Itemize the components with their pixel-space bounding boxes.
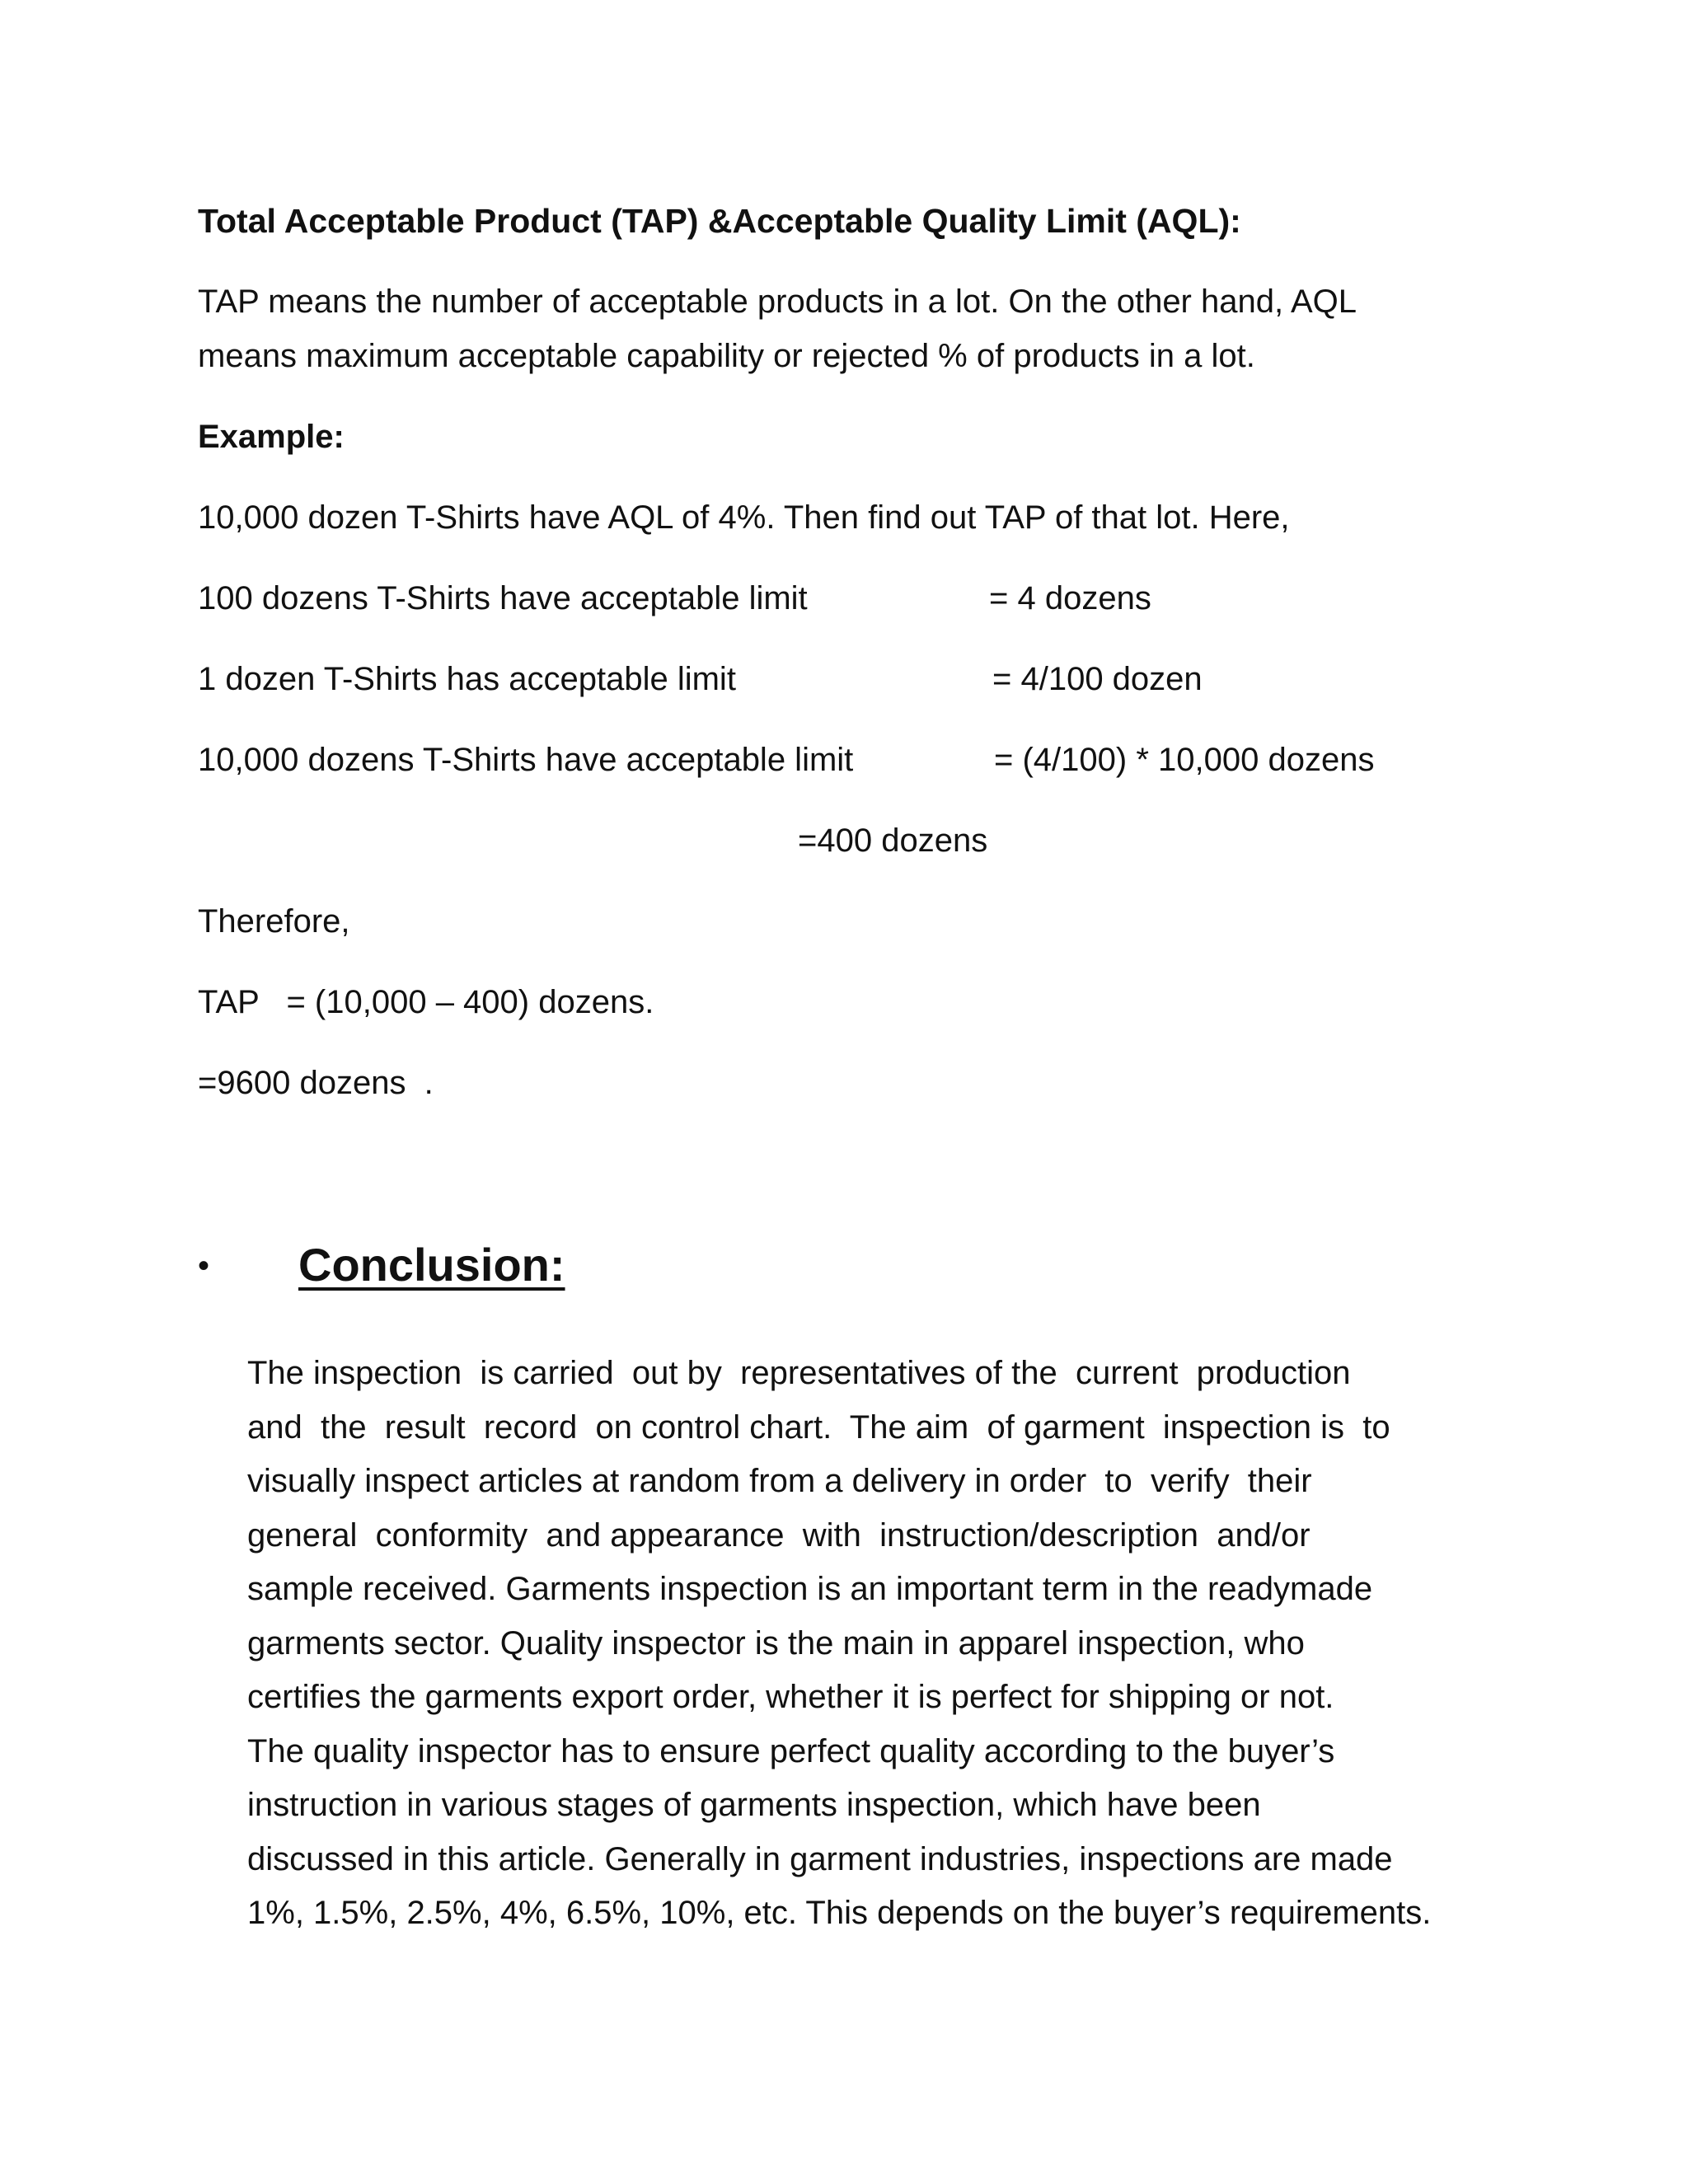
conclusion-line: discussed in this article. Generally in garment industries, inspections are made [247, 1840, 1393, 1877]
calc-row-2-right: = 4/100 dozen [992, 661, 1203, 697]
example-label: Example: [198, 419, 345, 455]
conclusion-line: sample received. Garments inspection is an important term in the readymade [247, 1571, 1373, 1607]
tap-result: =9600 dozens . [198, 1065, 434, 1101]
conclusion-line: 1%, 1.5%, 2.5%, 4%, 6.5%, 10%, etc. This depends on the buyer’s requirements. [247, 1895, 1432, 1931]
definition-line-2: means maximum acceptable capability or rejected % of products in a lot. [198, 338, 1255, 374]
conclusion-line: general conformity and appearance with instruction/description and/or [247, 1516, 1311, 1554]
section-heading: Total Acceptable Product (TAP) &Acceptable Quality Limit (AQL): [198, 202, 1241, 240]
definition-line-1: TAP means the number of acceptable products in a lot. On the other hand, AQL [198, 284, 1357, 320]
conclusion-line: certifies the garments export order, whether it is perfect for shipping or not. [247, 1679, 1334, 1715]
example-intro: 10,000 dozen T-Shirts have AQL of 4%. Then find out TAP of that lot. Here, [198, 499, 1290, 536]
calc-row-2-left: 1 dozen T-Shirts has acceptable limit [198, 661, 736, 697]
conclusion-paragraph [247, 1347, 1500, 1941]
calc-row-3-right: = (4/100) * 10,000 dozens [994, 742, 1375, 778]
conclusion-line: garments sector. Quality inspector is the main in apparel inspection, who [247, 1624, 1305, 1661]
conclusion-line: The quality inspector has to ensure perfect quality according to the buyer’s [247, 1732, 1335, 1769]
therefore-text: Therefore, [198, 903, 350, 940]
conclusion-line: instruction in various stages of garments inspection, which have been [247, 1787, 1261, 1823]
calc-row-1-left: 100 dozens T-Shirts have acceptable limit [198, 580, 808, 616]
conclusion-line: and the result record on control chart. The aim of garment inspection is to [247, 1408, 1390, 1446]
conclusion-line: visually inspect articles at random from a delivery in order to verify their [247, 1463, 1312, 1499]
calc-result: =400 dozens [798, 823, 988, 859]
bullet-icon: • [198, 1248, 210, 1284]
calc-row-3-left: 10,000 dozens T-Shirts have acceptable limit [198, 742, 854, 778]
conclusion-line: The inspection is carried out by representatives of the current production [247, 1355, 1351, 1391]
conclusion-heading [198, 1236, 565, 1294]
conclusion-title: Conclusion: [298, 1239, 565, 1291]
tap-line: TAP = (10,000 – 400) dozens. [198, 984, 654, 1020]
calc-row-1-right: = 4 dozens [989, 580, 1151, 616]
